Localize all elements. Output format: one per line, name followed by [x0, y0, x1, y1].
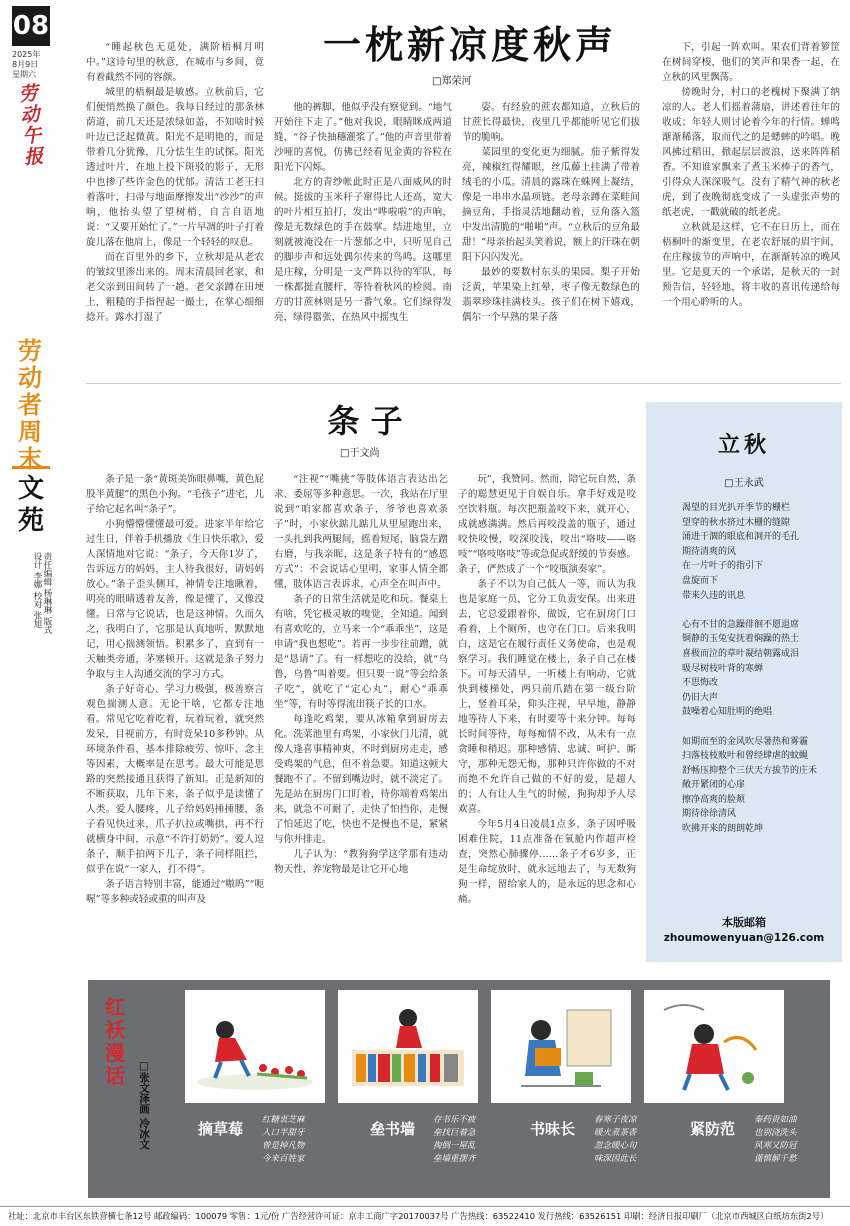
paragraph: 条子好奇心、学习力极强，极善察言观色揣测人意。无论干啥，它都专注地看。常见它吃着吃着，玩着玩着，就突然发呆，目视前方，有时竟呆10多秒钟。从环境条件看，基本排除疲劳、惊吓、念主等因素，大概率是在思考。最大可能是思路的突然接通且获得了新知。正是新知的不断获取，几年下来，条子似乎是读懂了人类。爱人腰疼，儿子给妈妈捶捶腰，条子看见快过来，爪子扒拉或嘴拱，再不行就横身中间，示意“不许打奶奶”。爱人逗条子，顺手拍两下儿子，条子同样阻拦，似乎在说“一家人，打不得”。: [86, 684, 264, 875]
article1-column-2: [274, 100, 452, 380]
comic-title: 红袄漫话: [105, 995, 125, 1088]
poem-line: 带来久违的讯息: [682, 590, 746, 601]
paragraph: 小狗懵懵懂懂最可爱。进家半年给它过生日，伴着手机播放《生日快乐歌》，爱人深情地对它说：“条子，今天你1岁了，告诉远方的妈妈，主人待我很好，请妈妈放心。”条子歪头侧耳，神情专注地瞅着，明亮的眼睛透着友善，像是懂了，又像没懂。日常与它说话，也是这神情。久而久之，我明白了，它那是认真地听，默默地记，用心揣测领悟。积累多了，直到有一天触类旁通，茅塞顿开。这就是条子努力争取与主人沟通交流的学习方式。: [86, 519, 264, 680]
comic-credit: □张文泽画 冷冰文: [138, 1060, 150, 1150]
article1-title: 一枕新凉度秋声: [322, 22, 617, 67]
poem-body: [682, 501, 832, 837]
poem-line: 期待徐徐清风: [682, 809, 737, 820]
poem-line: 涌进干涸的眼底和洞开的毛孔: [682, 532, 800, 543]
article2-column-2: [274, 472, 448, 972]
poem-line: 扫落枝枝败叶和曾经肆虐的蚊蝇: [682, 751, 809, 762]
poem-line: 吸尽树枝叶背的寒蝉: [682, 663, 764, 674]
paragraph: 儿子认为：“教狗狗学这学那有违动物天性，养宠物最是让它开心地: [274, 849, 448, 875]
poem-line: 在一片叶子的指引下: [682, 561, 764, 572]
section-divider: [86, 383, 841, 384]
comic-caption-verse: 秦药贵如油 也别浇洗头 风寒又防冠 谨慎解千愁: [754, 1115, 797, 1164]
paragraph: 北方的青纱帐此时正是八面威风的时候。挺拔的玉米秆子窜得比人还高，宽大的叶片相互拍打，发出“哗啦啦”的声响，像是无数绿色的手在鼓掌。结进地里，立刻就被淹没在一片葱郁之中，只听见自己的脚步声和远处偶尔传来的鸟鸣。这哪里是庄稼，分明是一支严阵以待的军队，每一株都挺直腰杆，等待着秋风的检阅。南方的甘蔗林则是另一番气象。它们绿得发亮，绿得嚣张，在热风中摇曳生: [274, 177, 452, 323]
article1-byline: □郑荣河: [432, 76, 472, 87]
poem-line: 望穿的秋水挤过木栅的缝隙: [682, 517, 791, 528]
editor-credits: 责任编辑 杨琳琳 版式设计 李娜 校对 张旭: [32, 552, 52, 634]
paragraph: 玩”，我赞同。然而，陪它玩自然，条子的聪慧更见于自娱自乐。拿手好戏是咬空饮料瓶。每次把瓶盖咬下来，就开心，成就感满满。然后再咬没盖的瓶子，通过咬快咬慢，咬深咬浅，咬出“咯吱——咯吱”“咯吱咯吱”等或急促或舒缓的节奏感。条子，俨然成了一个“咬瓶演奏家”。: [458, 474, 636, 575]
comic-caption-verse: 春寒子夜凉 暖火煮茶香 忽念暖心句 味深因此长: [594, 1115, 637, 1164]
mailbox-email[interactable]: zhoumowenyuan@126.com: [663, 932, 825, 944]
paragraph: 而在百里外的乡下，立秋却是从老农的皱纹里渗出来的。周末清晨回老家，和老父亲到田间转了一趟。老父亲蹲在田埂上，粗糙的手指捏起一撮土，在掌心细细捻开。露水打湿了: [86, 252, 264, 323]
paragraph: “睡起秋色无觅处，满阶梧桐月明中。”这诗句里的秋意，在城市与乡间，竟有着截然不同的容颜。: [86, 42, 264, 83]
section-title: 劳动者周末: [18, 337, 42, 473]
issue-date-year: 2025年: [12, 50, 41, 59]
paragraph: 条子不以为自己低人一等，而认为我也是家庭一员，它分工负责安保。出来进去，它总爱跟着你，做饭，它在厨房门口看着，上个厕所，也守在门口。后来我明白，这是它在履行责任义务使命，也是观察学习。我们睡觉在楼上，条子自己在楼下。可每天清早，一听楼上有响动，它就快到楼梯处，两只前爪踏在第一级台阶上，竖着耳朵，仰头注视，早早地，静静地等待人下来，有时要等十来分钟。每每长时间等待，每每痴情不改，从未有一点贪睡和稍迟。那种感情、忠诚、呵护、厮守，那种无怨无悔，那种只许你做的不对而绝不允许自己做的不好的爱，是超人的；人有让人生气的时候，狗狗却予人尽欢喜。: [458, 579, 636, 815]
poem-line: 敞开紧闭的心扉: [682, 780, 746, 791]
comic-caption-name: 摘草莓: [198, 1120, 244, 1138]
paragraph: 下，引起一阵欢叫。果农们背着箩筐在树间穿梭，他们的笑声和果香一起，在立秋的风里飘荡。: [662, 42, 840, 83]
bookwall-illustration: [338, 990, 478, 1103]
article2-column-3: [458, 472, 636, 972]
issue-date: 8月9日: [12, 60, 39, 69]
paragraph: 条子是一条“黄斑美饰眼鼻嘴，黄色屁股半黄腿”的黑色小狗。“毛孩子”进宅，儿子给它起名叫“条子”。: [86, 474, 264, 515]
poem-line: 喜极而泣的草叶凝结朝露成泪: [682, 648, 800, 659]
poem-line: 不思悔改: [682, 678, 719, 689]
poem-line: 擦净高爽的脸颊: [682, 794, 746, 805]
comic-caption-verse: 存书乐不疲 垒找巨着急 掏倒一屋乱 垒墙重摆齐: [433, 1115, 476, 1164]
newspaper-logo: 劳动午报: [17, 82, 45, 169]
poem-line: 盘旋而下: [682, 575, 719, 586]
poem-line: 铜静的玉兔安抚着焖躁的热土: [682, 634, 800, 645]
paragraph: 今年5月4日凌晨1点多，条子因呼吸困难住院，11点准备在氧舱内作超声检查，突然心肺骤停……条子才6岁多，正是生命绽放时，就永远地去了，与无数狗狗一样，留给家人的，是永远的思念和心痛。: [458, 819, 636, 905]
poem-byline: □王永武: [724, 478, 764, 489]
comic-caption-name: 紧防范: [690, 1120, 736, 1138]
comic-panel-strawberry: [185, 990, 325, 1103]
poem-line: 期待清爽的风: [682, 546, 737, 557]
comic-caption-name: 书味长: [530, 1120, 576, 1138]
poem-line: 渴望的目光扒开季节的栅栏: [682, 503, 791, 513]
article1-column-4: [662, 40, 840, 380]
paragraph: 菜园里的变化更为细腻。茄子紫得发亮，辣椒红得耀眼，丝瓜藤上挂满了带着绒毛的小瓜。清晨的露珠在蛛网上凝结，像是一串串水晶项链。老母亲蹲在菜畦间摘豆角，手指灵活地翻动着，豆角落入篮中发出清脆的“啪啪”声。“立秋后的豆角最甜！”母亲抬起头笑着说，额上的汗珠在朝阳下闪闪发光。: [462, 147, 640, 263]
paragraph: 条子语言特别丰富，能通过“嗷呜”“呃喔”等多种或轻或重的叫声及: [86, 879, 264, 905]
article2-byline: □于文尚: [340, 448, 380, 459]
paragraph: 立秋就是这样，它不在日历上，而在梧桐叶的渐变里，在老农舒展的眉宇间，在庄稼拔节的声响中，在渐渐转凉的晚风里。它是夏天的一个承诺，是秋天的一封预告信，轻轻地，将丰收的喜讯传递给每一个用心聆听的人。: [662, 222, 840, 308]
poem-line: 舒畅压抑整个三伏天方拔节的庄禾: [682, 765, 818, 776]
mailbox-label: 本版邮箱: [722, 916, 766, 929]
paragraph: 他的裤脚，他似乎没有察觉到。“地气开始往下走了。”他对我说，眼睛眯成两道缝，“谷子快抽穗灌浆了。”他的声音里带着沙哑的喜悦，仿佛已经看见金黄的谷粒在阳光下闪烁。: [274, 102, 452, 173]
poem-line: 如期而至的金风吹尽暑热和雾霾: [682, 736, 809, 747]
page-number: 08: [12, 6, 50, 46]
reading-illustration: [491, 990, 631, 1103]
subsection-title: 文苑: [12, 466, 50, 537]
article1-column-1: [86, 40, 264, 380]
paragraph: “注视”“嘴挑”等肢体语言表达出乞求、委屈等多种意思。一次，我站在厅里说到“咱家都喜欢条子，爷爷也喜欢条子”时，小家伙踮儿踮儿从里屋跑出来，一头扎到我两腿间，摇着短尾，脑袋左蹭右磨，与我亲昵，这是条子特有的“感恩方式”：不会说话心里明，家事人情全都懂，肢体语言表诉求，心声全在叫声中。: [274, 474, 448, 590]
strawberry-picking-illustration: [185, 990, 325, 1103]
paragraph: 傍晚时分，村口的老槐树下聚满了纳凉的人。老人们摇着蒲扇，讲述着往年的收成；年轻人则讨论着今年的行情。蝉鸣渐渐稀落，取而代之的是蟋蟀的吟唱。晚风拂过稻田，掀起层层波浪，送来阵阵稻香。不知谁家飘来了煮玉米棒子的香气，引得众人深深吸气。没有了精气神的秋老虎，到了夜晚彻底变成了一头虚张声势的纸老虎，一戳就破的纸老虎。: [662, 87, 840, 218]
article2-title: 条 子: [327, 402, 403, 440]
rain-prevention-illustration: [644, 990, 784, 1103]
paragraph: 条子的日常生活就是吃和玩。餐桌上有啥，凭它极灵敏的嗅觉，全知道。闻到有喜欢吃的，立马来一个“乖乖坐”，这是申请“我也想吃”。若再一步步往前蹭，就是“恳请”了。有一样想吃的没给，就“乌鲁，乌鲁”叫着要。但只要一说“等会给条子吃”，就吃了“定心丸”，耐心“乖乖坐”等，有时等得流出筷子长的口水。: [274, 594, 448, 710]
issue-weekday: 星期六: [12, 70, 36, 79]
comic-panel-bookflavor: [491, 990, 631, 1103]
poem-line: 吹拂开来的朗朗乾坤: [682, 824, 764, 835]
comic-caption-verse: 红糖衷芝麻 入口半甜牙 曾是掉凡物 今来百姓家: [262, 1115, 305, 1164]
publisher-footer: 社址：北京市丰台区东铁营横七条12号 邮政编码：100079 零售：1元/份 广告经营许可证：京丰工商广字20170037号 广告热线：63522410 发行热线：63526151 印刷：经济日报印刷厂（北京市西城区白纸坊东街2号）: [0, 1206, 850, 1226]
poem-line: 仍旧大声: [682, 692, 719, 703]
paragraph: 姿。有经验的蔗农都知道，立秋后的甘蔗长得最快，夜里几乎都能听见它们拔节的脆响。: [462, 102, 640, 143]
poem-title: 立秋: [717, 432, 770, 458]
article2-column-1: [86, 472, 264, 972]
article1-column-3: [462, 100, 640, 380]
comic-panel-bookwall: [338, 990, 478, 1103]
poem-line: 鼓噪着心知肚明的绝唱: [682, 707, 773, 718]
comic-panel-prevention: [644, 990, 784, 1103]
comic-caption-name: 垒书墙: [370, 1120, 416, 1138]
paragraph: 每逢吃鸡架，要从冰箱拿到厨房去化。洗菜池里有鸡架，小家伙门儿清，就像人逢喜事精神爽，不时到厨房走走，感受鸡架的气息，但不着急要。知道这顿大餐跑不了。不留到嘴边时，就不淡定了。先是站在厨房门口盯着，待你端着鸡架出来，就急不可耐了，走快了怕挡你，走慢了怕延迟了吃，快也不是慢也不是，紧紧与你并排走。: [274, 714, 448, 845]
paragraph: 最妙的要数村东头的果园。梨子开始泛黄，苹果染上红晕，枣子像无数绿色的翡翠珍珠挂满枝头。孩子们在树下嬉戏，偶尔一个早熟的果子落: [462, 267, 640, 323]
paragraph: 城里的梧桐最是敏感。立秋前后，它们便悄然换了颜色。我每日经过的那条林荫道，前几天还是浓绿如盖，不知啥时候叶边已泛起微黄。阳光不是明艳的，而是带着几分犹豫，几分怯生生的试探。阳光透过叶片，在地上投下斑驳的影子，无形中也掺了些许金色的忧郁。清洁工老王扫着落叶，扫帚与地面摩擦发出“沙沙”的声响，他抬头望了望树梢，自言自语地说：“又要开始忙了。”一片早凋的叶子打着旋儿落在他肩上，像是一个轻轻的叹息。: [86, 87, 264, 248]
poem-line: 心有不甘的急躁徘徊不愿退席: [682, 619, 800, 630]
